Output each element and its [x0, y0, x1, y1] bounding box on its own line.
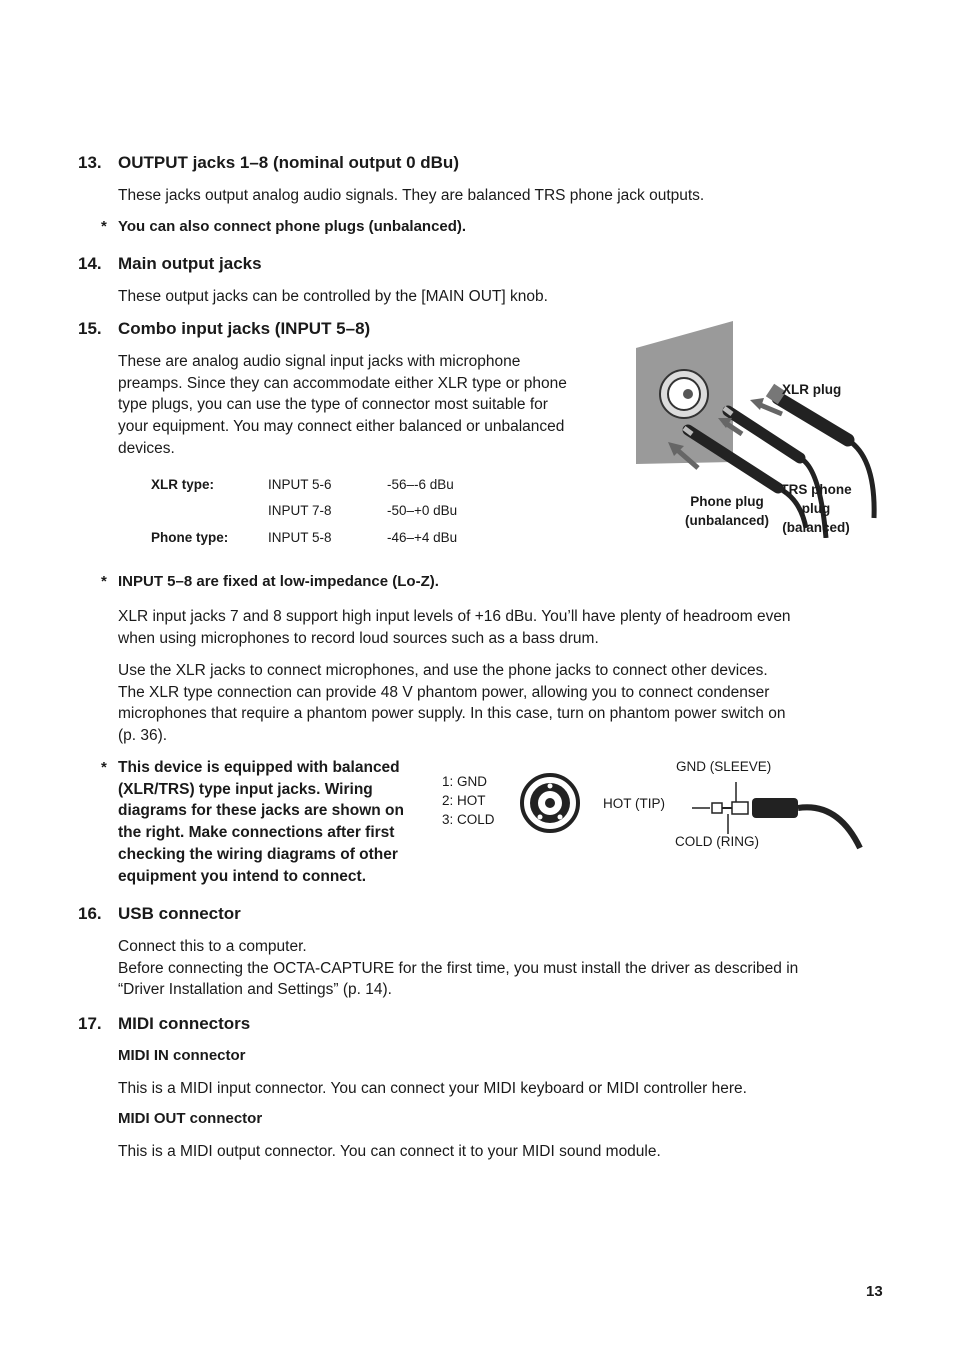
section-17-title: MIDI connectors [118, 1014, 251, 1033]
table-level-cell: -50–+0 dBu [387, 503, 458, 518]
section-13-text: These jacks output analog audio signals. They are balanced TRS phone jack outputs. [118, 187, 705, 204]
section-16-title: USB connector [118, 904, 241, 923]
section-15-title: Combo input jacks (INPUT 5–8) [118, 319, 371, 338]
section-17-number: 17. [78, 1014, 102, 1033]
section-13-number: 13. [78, 153, 102, 172]
section-13-note: You can also connect phone plugs (unbalanced). [118, 218, 467, 235]
section-15-number: 15. [78, 319, 102, 338]
cold-ring-label: COLD (RING) [675, 834, 759, 849]
midi-out-text: This is a MIDI output connector. You can connect it to your MIDI sound module. [118, 1143, 661, 1160]
section-15-note-loz: INPUT 5–8 are fixed at low-impedance (Lo-Z). [118, 573, 439, 590]
hot-tip-label: HOT (TIP) [603, 796, 665, 811]
xlr-pin-list: 1: GND 2: HOT 3: COLD [442, 774, 495, 827]
trs-plug-label: TRS phone plug (balanced) [780, 482, 852, 535]
section-15-intro: These are analog audio signal input jacks with microphone preamps. Since they can accommodate either XLR type or phone type plugs, you can use the type of connector most suitable for your equipment. You may connect either balanced or unbalanced devices. [118, 353, 567, 457]
table-level-cell: -46–+4 dBu [387, 530, 458, 545]
midi-out-title: MIDI OUT connector [118, 1110, 263, 1127]
section-15-note-balanced: This device is equipped with balanced (XLR/TRS) type input jacks. Wiring diagrams for these jacks are shown on the right. Make connections after first checking the wiring diagrams of other equipment you intend to connect. [118, 759, 404, 885]
note-star: * [101, 573, 107, 590]
section-15-para2: XLR input jacks 7 and 8 support high input levels of +16 dBu. You’ll have plenty of headroom even when using microphones to record loud sources such as a bass drum. [118, 608, 791, 647]
midi-in-title: MIDI IN connector [118, 1047, 246, 1064]
page-number: 13 [866, 1283, 883, 1300]
section-15-para3: Use the XLR jacks to connect microphones, and use the phone jacks to connect other devices. The XLR type connection can provide 48 V phantom power, allowing you to connect condenser microphones that require a phantom power supply. In this case, turn on phantom power switch on (p. 36). [118, 662, 786, 745]
note-star: * [101, 759, 107, 776]
table-input-cell: INPUT 7-8 [268, 503, 332, 518]
section-13-title: OUTPUT jacks 1–8 (nominal output 0 dBu) [118, 153, 459, 172]
trs-plug-icon [688, 778, 868, 852]
table-input-cell: INPUT 5-6 [268, 477, 332, 492]
note-star: * [101, 218, 107, 235]
table-type-cell: XLR type: [151, 477, 215, 492]
table-type-cell: Phone type: [151, 530, 229, 545]
section-14-text: These output jacks can be controlled by the [MAIN OUT] knob. [118, 288, 548, 305]
table-input-cell: INPUT 5-8 [268, 530, 332, 545]
section-16-number: 16. [78, 904, 102, 923]
gnd-sleeve-label: GND (SLEEVE) [676, 759, 772, 774]
table-level-cell: -56–-6 dBu [387, 477, 454, 492]
phone-plug-label: Phone plug (unbalanced) [684, 494, 769, 528]
xlr-jack-icon [520, 773, 580, 833]
xlr-plug-label: XLR plug [782, 382, 842, 397]
section-16-text: Connect this to a computer. Before connecting the OCTA-CAPTURE for the first time, you must install the driver as described in “Driver Installation and Settings” (p. 14). [118, 938, 799, 999]
section-14-number: 14. [78, 254, 102, 273]
section-14-title: Main output jacks [118, 254, 262, 273]
midi-in-text: This is a MIDI input connector. You can connect your MIDI keyboard or MIDI controller here. [118, 1080, 747, 1097]
